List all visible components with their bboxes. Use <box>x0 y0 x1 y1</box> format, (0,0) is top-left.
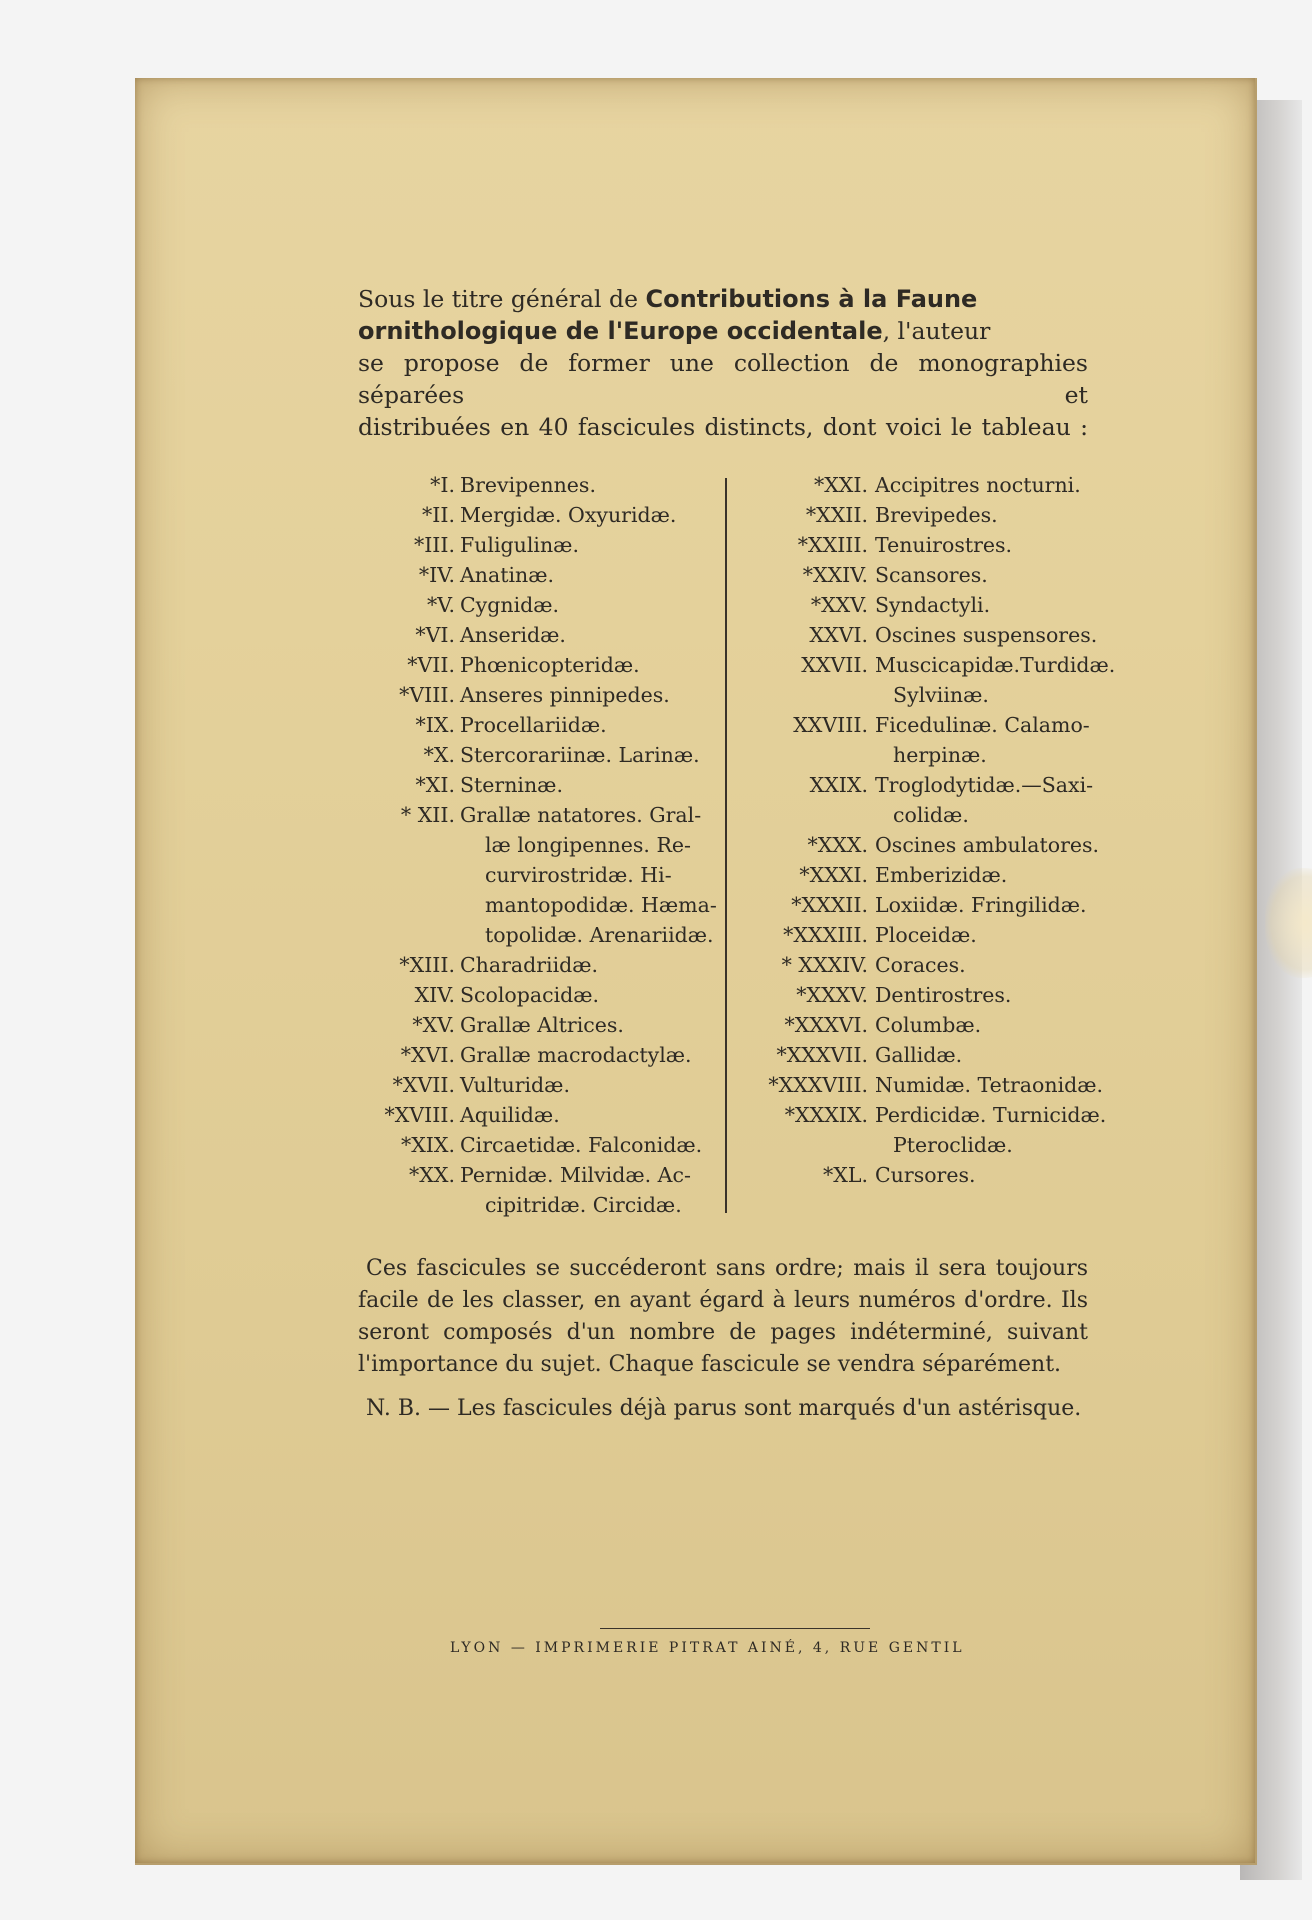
fascicle-entry <box>330 770 715 800</box>
fascicle-entry <box>330 560 715 590</box>
intro-text: distribuées en 40 fascicules distincts, dont voici le tableau : <box>358 413 1088 441</box>
fascicle-entry <box>730 650 1116 680</box>
fascicle-number: *X. <box>423 743 455 767</box>
fascicle-number: *IX. <box>415 713 455 737</box>
fascicle-entry <box>730 1070 1102 1100</box>
fascicle-number: *XX. <box>409 1163 455 1187</box>
fascicle-number: *XIII. <box>399 953 455 977</box>
fascicle-entry <box>330 650 715 680</box>
imprint-rule <box>600 1628 870 1629</box>
fascicle-entry <box>730 620 1102 650</box>
fascicle-name: cipitridæ. Circidæ. <box>485 1193 682 1217</box>
fascicle-name: Charadriidæ. <box>460 953 599 977</box>
fascicle-name: Pteroclidæ. <box>893 1133 1013 1157</box>
fascicle-entry <box>330 680 715 710</box>
fascicle-entry <box>730 860 1102 890</box>
fascicle-entry <box>330 800 715 830</box>
fascicle-name: Sterninæ. <box>460 773 563 797</box>
fascicle-name: Troglodytidæ.—Saxi- <box>875 773 1094 797</box>
fascicle-number: *XI. <box>415 773 455 797</box>
fascicle-entry <box>330 830 715 860</box>
fascicle-entry <box>330 1010 715 1040</box>
fascicle-entry <box>330 1070 715 1100</box>
fascicle-entry <box>330 500 715 530</box>
fascicle-name: topolidæ. Arenariidæ. <box>485 923 714 947</box>
fascicle-entry <box>330 1100 715 1130</box>
fascicle-number: XXVII. <box>801 653 868 677</box>
fascicle-number: *XXIV. <box>802 563 868 587</box>
fascicle-number: *XXXI. <box>799 863 868 887</box>
fascicle-entry <box>330 530 715 560</box>
fascicle-number: *II. <box>422 503 455 527</box>
fascicle-number: *V. <box>427 593 455 617</box>
fascicle-number: *XIX. <box>400 1133 455 1157</box>
fascicle-name: læ longipennes. Re- <box>485 833 691 857</box>
fascicle-entry <box>330 860 715 890</box>
fascicle-number: *IV. <box>418 563 455 587</box>
fascicle-name: herpinæ. <box>893 743 987 767</box>
fascicle-number: *XL. <box>823 1163 868 1187</box>
fascicle-number: * XII. <box>400 803 455 827</box>
fascicle-number: XXVIII. <box>793 713 868 737</box>
fascicle-entry <box>730 890 1102 920</box>
fascicle-number: *XXXIX. <box>784 1103 868 1127</box>
fascicle-name: Brevipedes. <box>875 503 998 527</box>
fascicle-name: Grallæ macrodactylæ. <box>460 1043 692 1067</box>
fascicle-name: Numidæ. Tetraonidæ. <box>875 1073 1104 1097</box>
fascicle-number: *XVIII. <box>384 1103 455 1127</box>
fascicle-number: *XXII. <box>805 503 868 527</box>
fascicle-name: Phœnicopteridæ. <box>460 653 640 677</box>
fascicle-number: *XXXVI. <box>784 1013 868 1037</box>
fascicle-number: *VIII. <box>399 683 455 707</box>
fascicle-number: *XXIII. <box>797 533 868 557</box>
fascicle-name: Vulturidæ. <box>460 1073 570 1097</box>
closing-paragraph: Ces fascicules se succéderont sans ordre; mais il sera toujours facile de les classer, en ayant égard à leurs numéros d'ordre. Ils seront composés d'un nombre de pages indéterminé, suivant l'importance du sujet. Chaque fascicule se vendra séparément. <box>358 1256 1088 1377</box>
fascicle-number: XIV. <box>414 983 455 1007</box>
fascicle-number: *XXXVII. <box>776 1043 868 1067</box>
fascicle-name: Procellariidæ. <box>460 713 607 737</box>
fascicle-entry <box>730 980 1102 1010</box>
fascicle-entry <box>730 590 1102 620</box>
fascicle-name: Brevipennes. <box>460 473 596 497</box>
fascicle-number: *XXXV. <box>796 983 868 1007</box>
fascicle-entry <box>730 800 1102 830</box>
fascicle-entry <box>730 1040 1102 1070</box>
fascicle-name: Emberizidæ. <box>875 863 1008 887</box>
fascicle-name: Grallæ natatores. Gral- <box>460 803 702 827</box>
fascicle-number: *XXXVIII. <box>768 1073 868 1097</box>
fascicle-number: * XXXIV. <box>781 953 868 977</box>
fascicle-name: Sylviinæ. <box>893 683 989 707</box>
fascicle-name: Tenuirostres. <box>875 533 1013 557</box>
fascicle-name: Dentirostres. <box>875 983 1012 1007</box>
fascicle-entry <box>730 470 1102 500</box>
fascicle-entry <box>730 1100 1107 1130</box>
closing-text <box>358 1253 1088 1425</box>
fascicle-name: Mergidæ. Oxyuridæ. <box>460 503 677 527</box>
fascicle-name: Anatinæ. <box>460 563 555 587</box>
column-divider <box>725 478 727 1213</box>
fascicle-entry <box>330 920 715 950</box>
fascicle-entry <box>330 1130 715 1160</box>
fascicle-number: XXVI. <box>809 623 868 647</box>
fascicle-name: Ploceidæ. <box>875 923 977 947</box>
fascicle-entry <box>730 680 1102 710</box>
fascicle-number: *VII. <box>407 653 455 677</box>
fascicle-name: Anseres pinnipedes. <box>460 683 670 707</box>
fascicle-entry <box>330 590 715 620</box>
fascicle-entry <box>730 560 1102 590</box>
fascicle-number: *III. <box>413 533 455 557</box>
fascicle-entry <box>330 620 715 650</box>
fascicle-name: Circaetidæ. Falconidæ. <box>460 1133 703 1157</box>
fascicle-entry <box>730 830 1102 860</box>
fascicle-number: *XXX. <box>807 833 868 857</box>
fascicle-list-right <box>730 470 1116 1190</box>
fascicle-entry <box>330 980 715 1010</box>
fascicle-name: Muscicapidæ.Turdidæ. <box>875 653 1116 677</box>
fascicle-name: mantopodidæ. Hæma- <box>485 893 717 917</box>
fascicle-name: Stercorariinæ. Larinæ. <box>460 743 700 767</box>
fascicle-number: *XXI. <box>813 473 868 497</box>
nota-bene: N. B. — Les fascicules déjà parus sont marqués d'un astérisque. <box>366 1396 1082 1421</box>
intro-paragraph <box>358 283 1088 443</box>
fascicle-name: Scolopacidæ. <box>460 983 600 1007</box>
fascicle-number: *XV. <box>412 1013 455 1037</box>
fascicle-name: Aquilidæ. <box>460 1103 560 1127</box>
fascicle-name: colidæ. <box>893 803 969 827</box>
fascicle-name: Oscines ambulatores. <box>875 833 1100 857</box>
fascicle-entry <box>330 1040 715 1070</box>
intro-text: se propose de former une collection de monographies séparées et <box>358 349 1088 409</box>
fascicle-entry <box>730 710 1102 740</box>
fascicle-entry <box>330 710 715 740</box>
fascicle-entry <box>330 950 715 980</box>
fascicle-name: curvirostridæ. Hi- <box>485 863 672 887</box>
fascicle-name: Loxiidæ. Fringilidæ. <box>875 893 1087 917</box>
fascicle-entry <box>730 1160 1102 1190</box>
fascicle-name: Cursores. <box>875 1163 976 1187</box>
fascicle-entry <box>330 470 715 500</box>
fascicle-name: Syndactyli. <box>875 593 991 617</box>
fascicle-name: Anseridæ. <box>460 623 566 647</box>
fascicle-name: Oscines suspensores. <box>875 623 1098 647</box>
intro-bold-title-cont: ornithologique de l'Europe occidentale <box>358 317 883 345</box>
printer-imprint: LYON — IMPRIMERIE PITRAT AINÉ, 4, RUE GENTIL <box>450 1640 965 1656</box>
fascicle-entry <box>730 740 1102 770</box>
fascicle-number: *XXXIII. <box>783 923 868 947</box>
fascicle-number: XXIX. <box>809 773 868 797</box>
fascicle-name: Grallæ Altrices. <box>460 1013 624 1037</box>
fascicle-name: Cygnidæ. <box>460 593 560 617</box>
fascicle-name: Ficedulinæ. Calamo- <box>875 713 1090 737</box>
fascicle-entry <box>330 890 715 920</box>
intro-bold-title: Contributions à la Faune <box>645 285 978 313</box>
fascicle-number: *XXXII. <box>791 893 868 917</box>
fascicle-name: Gallidæ. <box>875 1043 963 1067</box>
fascicle-name: Columbæ. <box>875 1013 982 1037</box>
fascicle-name: Perdicidæ. Turnicidæ. <box>875 1103 1107 1127</box>
intro-text: , l'auteur <box>882 317 991 345</box>
fascicle-name: Fuligulinæ. <box>460 533 579 557</box>
fascicle-number: *XVII. <box>392 1073 455 1097</box>
fascicle-name: Accipitres nocturni. <box>875 473 1081 497</box>
fascicle-number: *XXV. <box>810 593 868 617</box>
fascicle-number: *VI. <box>415 623 455 647</box>
fascicle-entry <box>330 1190 715 1220</box>
fascicle-entry <box>730 770 1102 800</box>
fascicle-entry <box>730 920 1102 950</box>
intro-text: Sous le titre général de <box>358 285 646 313</box>
fascicle-name: Scansores. <box>875 563 988 587</box>
fascicle-entry <box>330 1160 715 1190</box>
fascicle-list-left <box>330 470 715 1220</box>
fascicle-entry <box>730 1010 1102 1040</box>
fascicle-entry <box>730 500 1102 530</box>
fascicle-entry <box>730 530 1102 560</box>
fascicle-number: *I. <box>430 473 455 497</box>
fascicle-name: Pernidæ. Milvidæ. Ac- <box>460 1163 691 1187</box>
fascicle-entry <box>330 740 715 770</box>
fascicle-number: *XVI. <box>400 1043 455 1067</box>
fascicle-entry <box>730 1130 1102 1160</box>
fascicle-name: Coraces. <box>875 953 966 977</box>
fascicle-entry <box>730 950 1102 980</box>
